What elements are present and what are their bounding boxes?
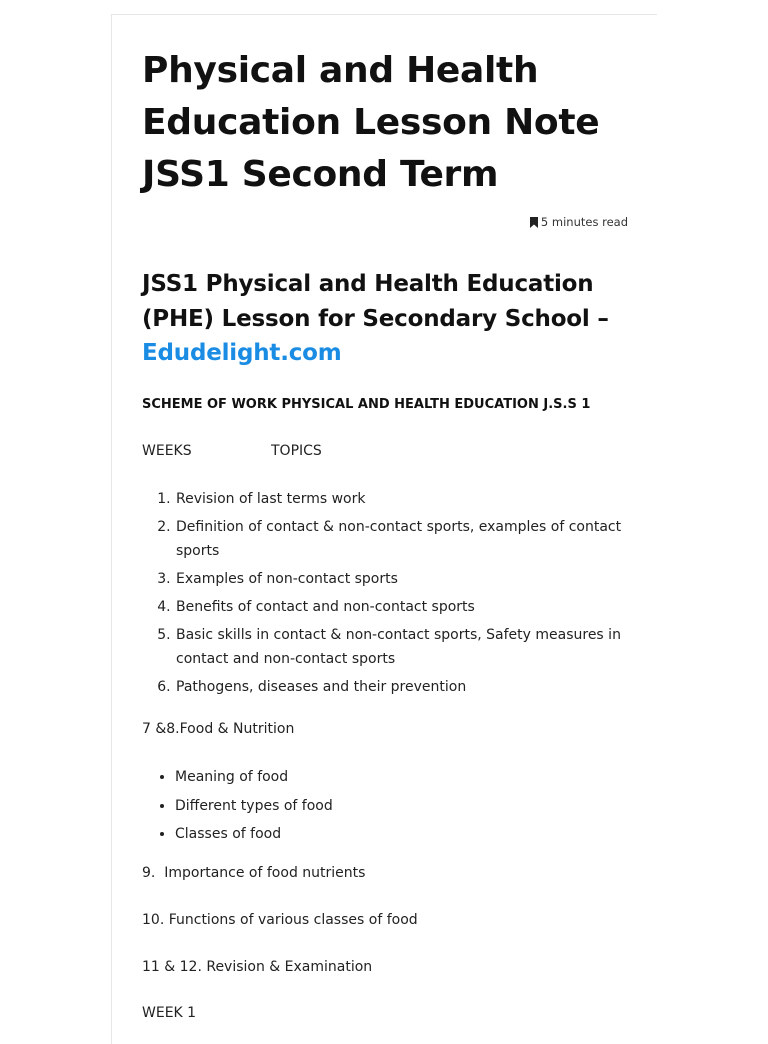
read-time-label: 5 minutes read [540, 215, 628, 229]
week-1-heading: WEEK 1 [142, 1005, 197, 1021]
list-item: 1. Revision of last terms work [175, 487, 637, 511]
list-item: 6. Pathogens, diseases and their prevention [175, 675, 637, 699]
list-item: • Different types of food [175, 794, 333, 818]
list-item: 2. Definition of contact & non-contact sports, examples of contact sports [175, 515, 637, 563]
article-subtitle [142, 267, 632, 371]
week-7-8: 7 &8.Food & Nutrition [142, 721, 295, 737]
weeks-label: WEEKS [142, 443, 192, 459]
edudelight-link[interactable]: Edudelight.com [142, 340, 342, 366]
week-10: 10. Functions of various classes of food [142, 912, 418, 928]
week-9: 9. Importance of food nutrients [142, 865, 366, 881]
read-time [530, 215, 628, 229]
list-item: 5. Basic skills in contact & non-contact sports, Safety measures in contact and non-contact sports [175, 623, 637, 671]
list-item: • Classes of food [175, 822, 333, 846]
list-item: 3. Examples of non-contact sports [175, 567, 637, 591]
food-list [142, 765, 333, 851]
scheme-heading: SCHEME OF WORK PHYSICAL AND HEALTH EDUCATION J.S.S 1 [142, 397, 591, 412]
article-title: Physical and Health Education Lesson Note JSS1 Second Term [142, 50, 600, 195]
subtitle-text: JSS1 Physical and Health Education (PHE) Lesson for Secondary School – [142, 271, 609, 332]
topics-label: TOPICS [271, 443, 322, 459]
bookmark-icon [530, 217, 538, 228]
week-11-12: 11 & 12. Revision & Examination [142, 959, 373, 975]
topics-list [142, 487, 637, 703]
weeks-topics-header [142, 441, 322, 461]
list-item: • Meaning of food [175, 765, 333, 789]
list-item: 4. Benefits of contact and non-contact sports [175, 595, 637, 619]
article-card [111, 14, 657, 1044]
